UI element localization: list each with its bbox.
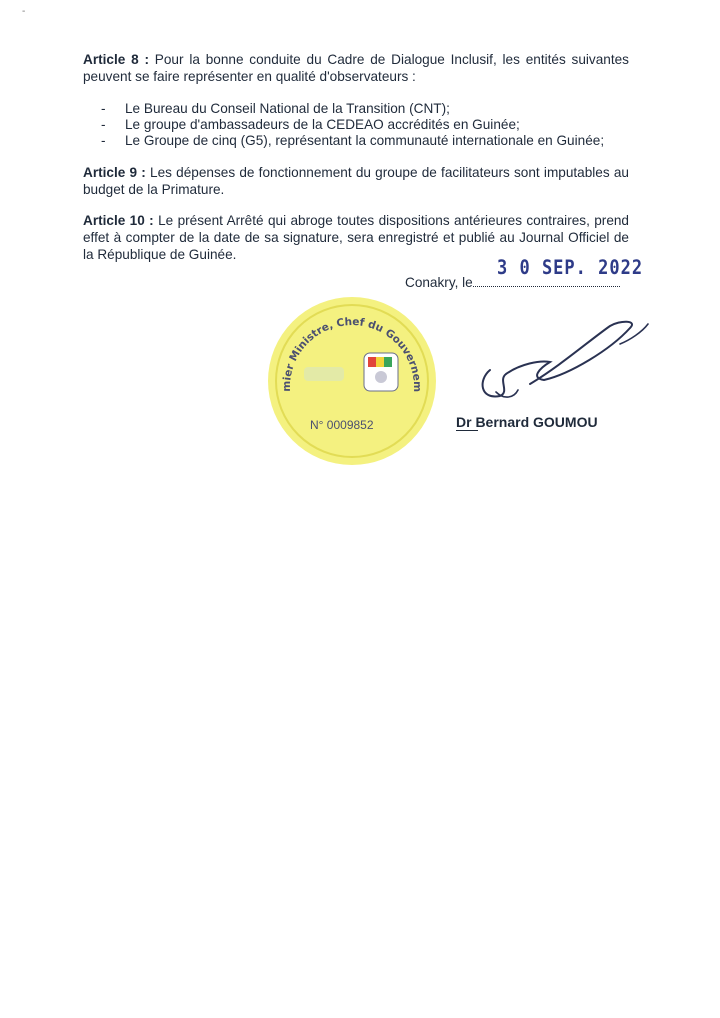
- bullet-dash: -: [101, 101, 106, 116]
- seal-emblem: [375, 371, 387, 383]
- place-date-prefix: Conakry, le: [405, 275, 473, 290]
- observer-item: [83, 117, 629, 133]
- observer-list: [83, 101, 629, 149]
- bullet-dash: -: [101, 133, 106, 148]
- seal-number: N° 0009852: [310, 418, 374, 432]
- signature-drawing: [470, 300, 650, 420]
- seal-graphic: [266, 295, 438, 467]
- observer-text: Le Groupe de cinq (G5), représentant la communauté internationale en Guinée;: [125, 133, 605, 148]
- seal-circle-text: mier Ministre, Chef du Gouvernem: [280, 315, 424, 393]
- observer-text: Le groupe d'ambassadeurs de la CEDEAO accrédités en Guinée;: [125, 117, 520, 132]
- signatory-underline: [456, 430, 478, 431]
- seal-flag-yellow: [376, 357, 384, 367]
- article-9-text: Les dépenses de fonctionnement du groupe de facilitateurs sont imputables au budget de la Primature.: [83, 165, 629, 197]
- seal-flag-green: [384, 357, 392, 367]
- article-8-text: Pour la bonne conduite du Cadre de Dialogue Inclusif, les entités suivantes peuvent se faire représenter en qualité d'observateurs :: [83, 52, 629, 84]
- seal-watermark: [304, 367, 344, 381]
- article-10: [83, 212, 629, 263]
- article-10-text: Le présent Arrêté qui abroge toutes dispositions antérieures contraires, prend effet à compter de la date de sa signature, sera enregistré et publié au Journal Officiel de la République de Guinée.: [83, 213, 629, 262]
- seal-flag-red: [368, 357, 376, 367]
- observer-item: [83, 133, 629, 149]
- observer-text: Le Bureau du Conseil National de la Transition (CNT);: [125, 101, 450, 116]
- handwritten-signature: [470, 300, 650, 420]
- article-8-label: Article 8 :: [83, 52, 149, 67]
- article-9-label: Article 9 :: [83, 165, 146, 180]
- article-9: [83, 164, 629, 198]
- article-8: [83, 51, 629, 85]
- observer-item: [83, 101, 629, 117]
- article-10-label: Article 10 :: [83, 213, 154, 228]
- date-stamp: 3 0 SEP. 2022: [497, 256, 644, 280]
- official-seal: [266, 295, 438, 467]
- bullet-dash: -: [101, 117, 106, 132]
- corner-mark: -: [22, 6, 26, 17]
- signatory-name: Dr Bernard GOUMOU: [456, 414, 598, 430]
